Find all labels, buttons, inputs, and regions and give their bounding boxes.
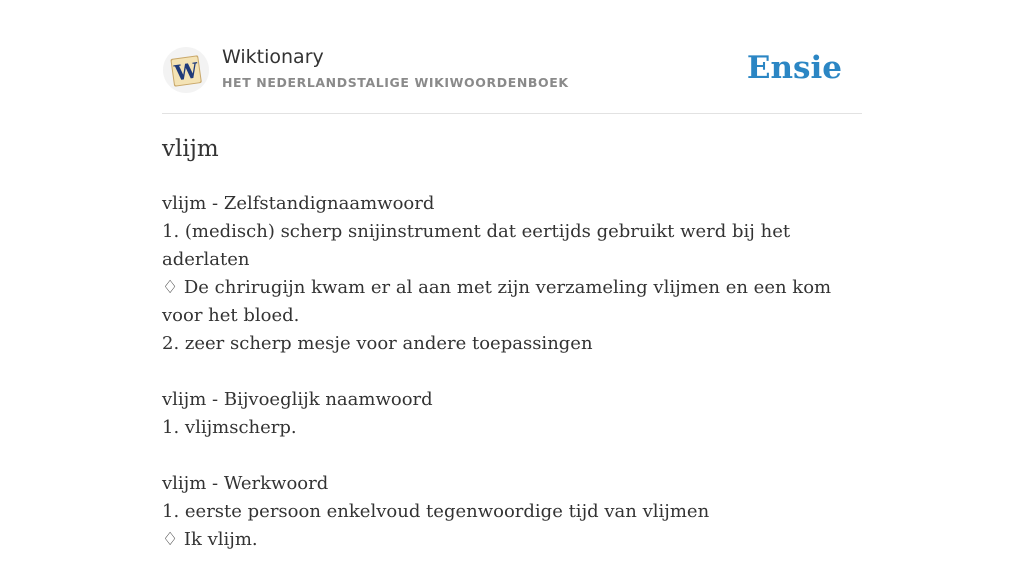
ensie-brand-link[interactable]: Ensie (746, 50, 842, 86)
wiktionary-logo-icon[interactable] (162, 46, 210, 94)
example-line: ♢ De chrirugijn kwam er al aan met zijn verzameling vlijmen en een kom voor het bloed. (162, 277, 832, 326)
section-heading: vlijm - Werkwoord (162, 473, 329, 494)
example-line: ♢ Ik vlijm. (162, 529, 258, 550)
definition-line: 1. eerste persoon enkelvoud tegenwoordige tijd van vlijmen (162, 501, 710, 522)
entry-title: vlijm (162, 136, 219, 162)
logo-graphic (162, 46, 210, 94)
site-subtitle: HET NEDERLANDSTALIGE WIKIWOORDENBOEK (222, 75, 569, 90)
definition-line: 2. zeer scherp mesje voor andere toepassingen (162, 333, 593, 354)
definition-line: 1. (medisch) scherp snijinstrument dat eertijds gebruikt werd bij het aderlaten (162, 221, 791, 270)
section-heading: vlijm - Zelfstandignaamwoord (162, 193, 435, 214)
entry-section-noun (162, 190, 842, 358)
logo-letter: W (172, 57, 200, 86)
section-heading: vlijm - Bijvoeglijk naamwoord (162, 389, 433, 410)
entry-section-verb (162, 470, 842, 554)
site-header (162, 40, 862, 114)
entry-section-adjective (162, 386, 842, 442)
site-name[interactable]: Wiktionary (222, 46, 324, 68)
entry-content (162, 190, 842, 582)
definition-line: 1. vlijmscherp. (162, 417, 297, 438)
